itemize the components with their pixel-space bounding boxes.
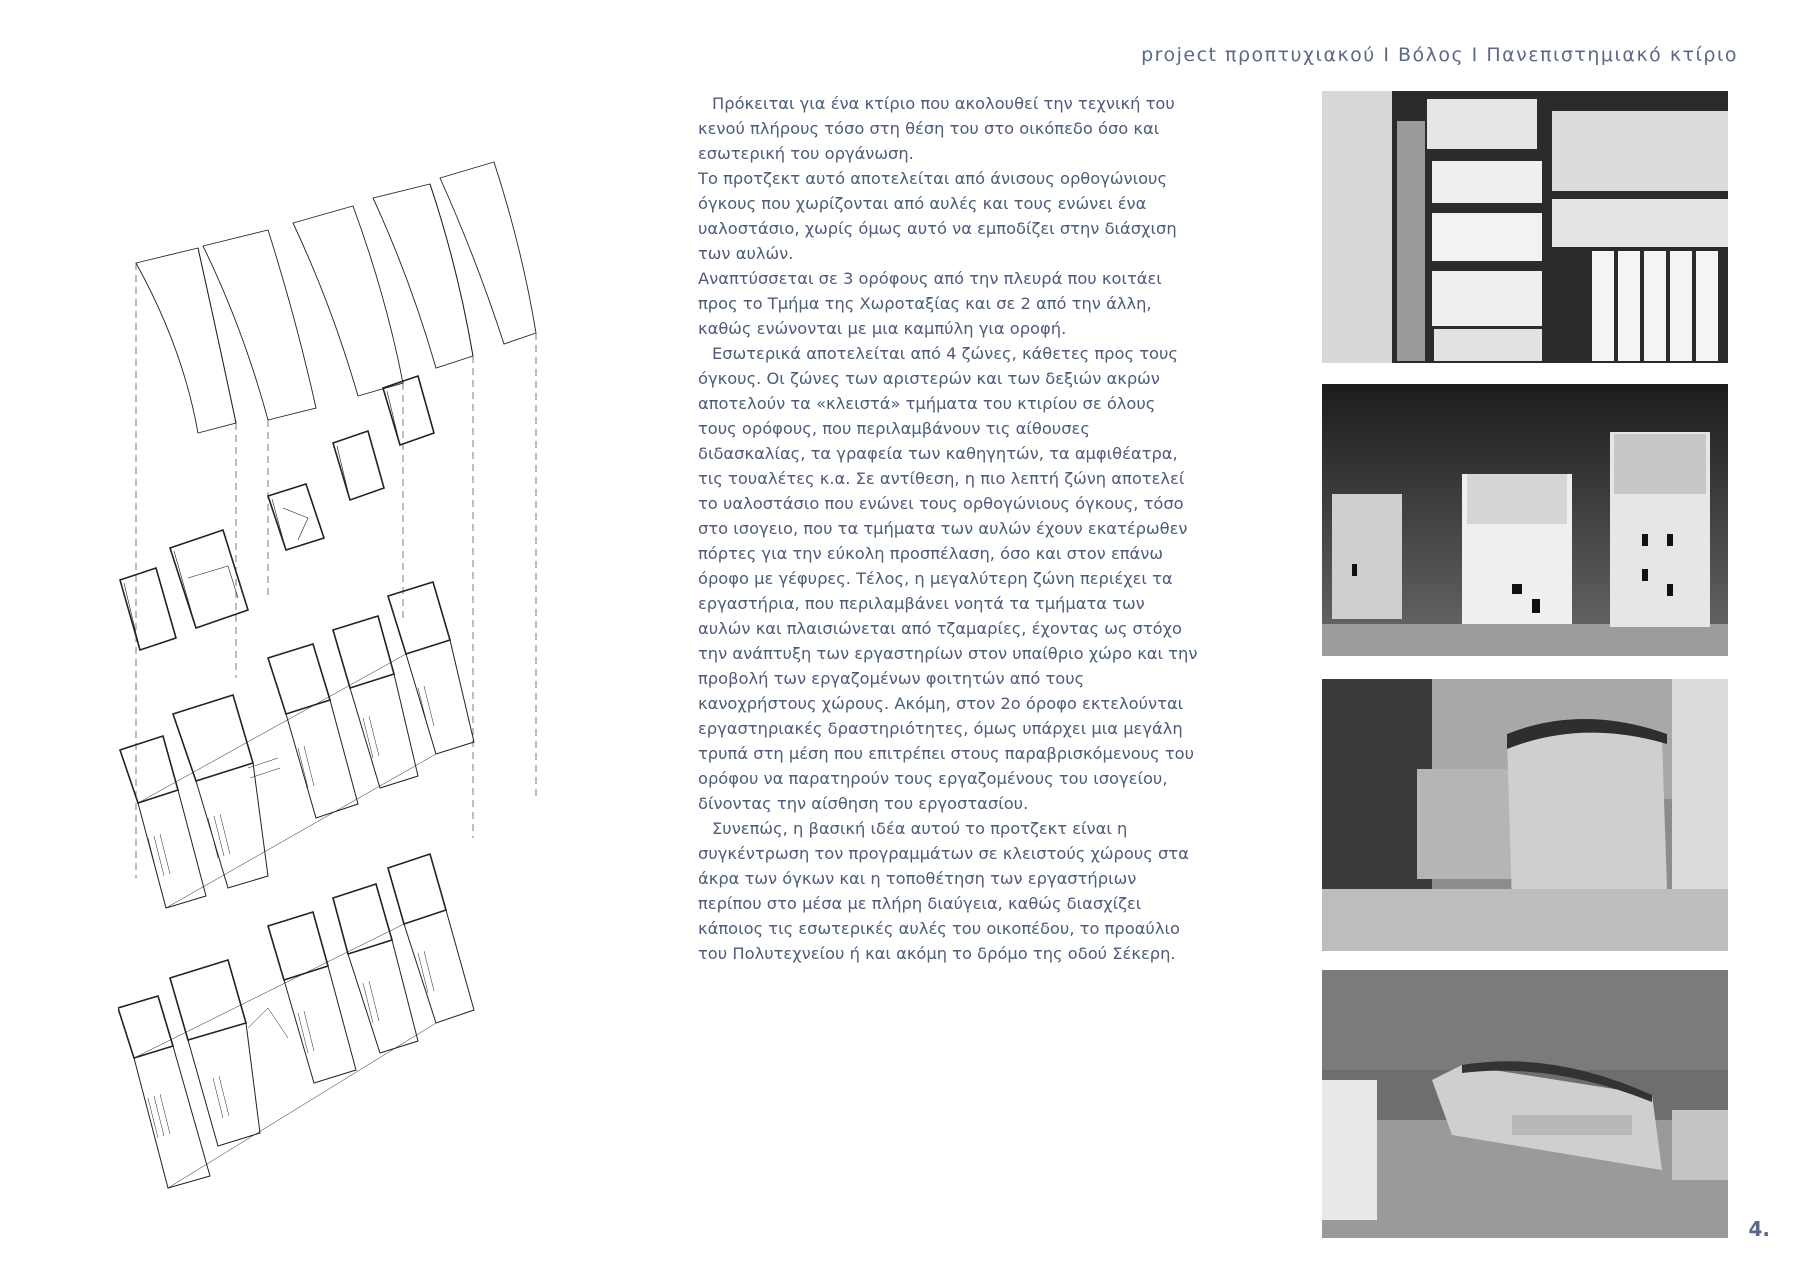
paragraph-2: Το προτζεκτ αυτό αποτελείται από άνισους ορθογώνιους όγκους που χωρίζονται από αυλές και τους ενώνει ένα υαλοστάσιο, χωρίς όμως αυτό να εμποδίζει στην διάσχιση των αυλών. xyxy=(698,169,1177,263)
ground-floor-plan xyxy=(118,854,474,1188)
projection-lines xyxy=(136,263,536,878)
model-photo-site xyxy=(1322,970,1728,1238)
model-photo-facade xyxy=(1322,384,1728,656)
paragraph-5: Συνεπώς, η βασική ιδέα αυτού το προτζεκτ είναι η συγκέντρωση τον προγραμμάτων σε κλειστούς χώρους στα άκρα των όγκων και η τοποθέτηση των εργαστήριων περίπου στο μέσα με πλήρη διαύγεια, καθώς διασχίζει κάποιος τις εσωτερικές αυλές του οικοπέδου, το προαύλιο του Πολυτεχνείου ή και ακόμη το δρόμο της οδού Σέκερη. xyxy=(698,819,1189,963)
paragraph-1: Πρόκειται για ένα κτίριο που ακολουθεί την τεχνική του κενού πλήρους τόσο στη θέση του στο οικόπεδο όσο και εσωτερική του οργάνωση. xyxy=(698,94,1175,163)
model-photo-courtyard xyxy=(1322,679,1728,951)
page-number: 4. xyxy=(1748,1217,1770,1241)
first-floor-plan xyxy=(120,582,474,908)
model-photo-top-view xyxy=(1322,91,1728,363)
page-header-title: project προπτυχιακού Ι Βόλος Ι Πανεπιστημιακό κτίριο xyxy=(1141,44,1738,66)
upper-level-boxes xyxy=(120,376,434,650)
paragraph-4: Εσωτερικά αποτελείται από 4 ζώνες, κάθετες προς τους όγκους. Οι ζώνες των αριστερών και των δεξιών ακρών αποτελούν τα «κλειστά» τμήματα του κτιρίου σε όλους τους ορόφους, που περιλαμβάνουν τις αίθουσες διδασκαλίας, τα γραφεία των καθηγητών, τα αμφιθέατρα, τις τουαλέτες κ.α. Σε αντίθεση, η πιο λεπτή ζώνη αποτελεί το υαλοστάσιο που ενώνει τους ορθογώνιους όγκους, τόσο στο ισογειο, που τα τμήματα των αυλών έχουν εκατέρωθεν πόρτες για την εύκολη προσπέλαση, όσο και στον επάνω όροφο με γέφυρες. Τέλος, η μεγαλύτερη ζώνη περιέχει τα εργαστήρια, που περιλαμβάνει νοητά τα τμήματα των αυλών και πλαισιώνεται από τζαμαρίες, έχοντας ως στόχο την ανάπτυξη των εργαστηρίων στον υπαίθριο χώρο και την προβολή των εργαζομένων φοιτητών από τους κανοχρήστους χώρους. Ακόμη, στον 2ο όροφο εκτελούνται εργαστηριακές δραστηριότητες, όμως υπάρχει μια μεγάλη τρυπά στη μέση που επιτρέπει στους παραβρισκόμενους του ορόφου να παρατηρούν τους εργαζομένους του ισογείου, δίνοντας την αίσθηση του εργοστασίου. xyxy=(698,344,1198,813)
body-text xyxy=(698,91,1198,966)
roof-panels xyxy=(136,162,536,433)
exploded-axonometric-diagram xyxy=(118,78,638,1228)
paragraph-3: Αναπτύσσεται σε 3 ορόφους από την πλευρά που κοιτάει προς το Τμήμα της Χωροταξίας και σε 2 από την άλλη, καθώς ενώνονται με μια καμπύλη για οροφή. xyxy=(698,269,1162,338)
